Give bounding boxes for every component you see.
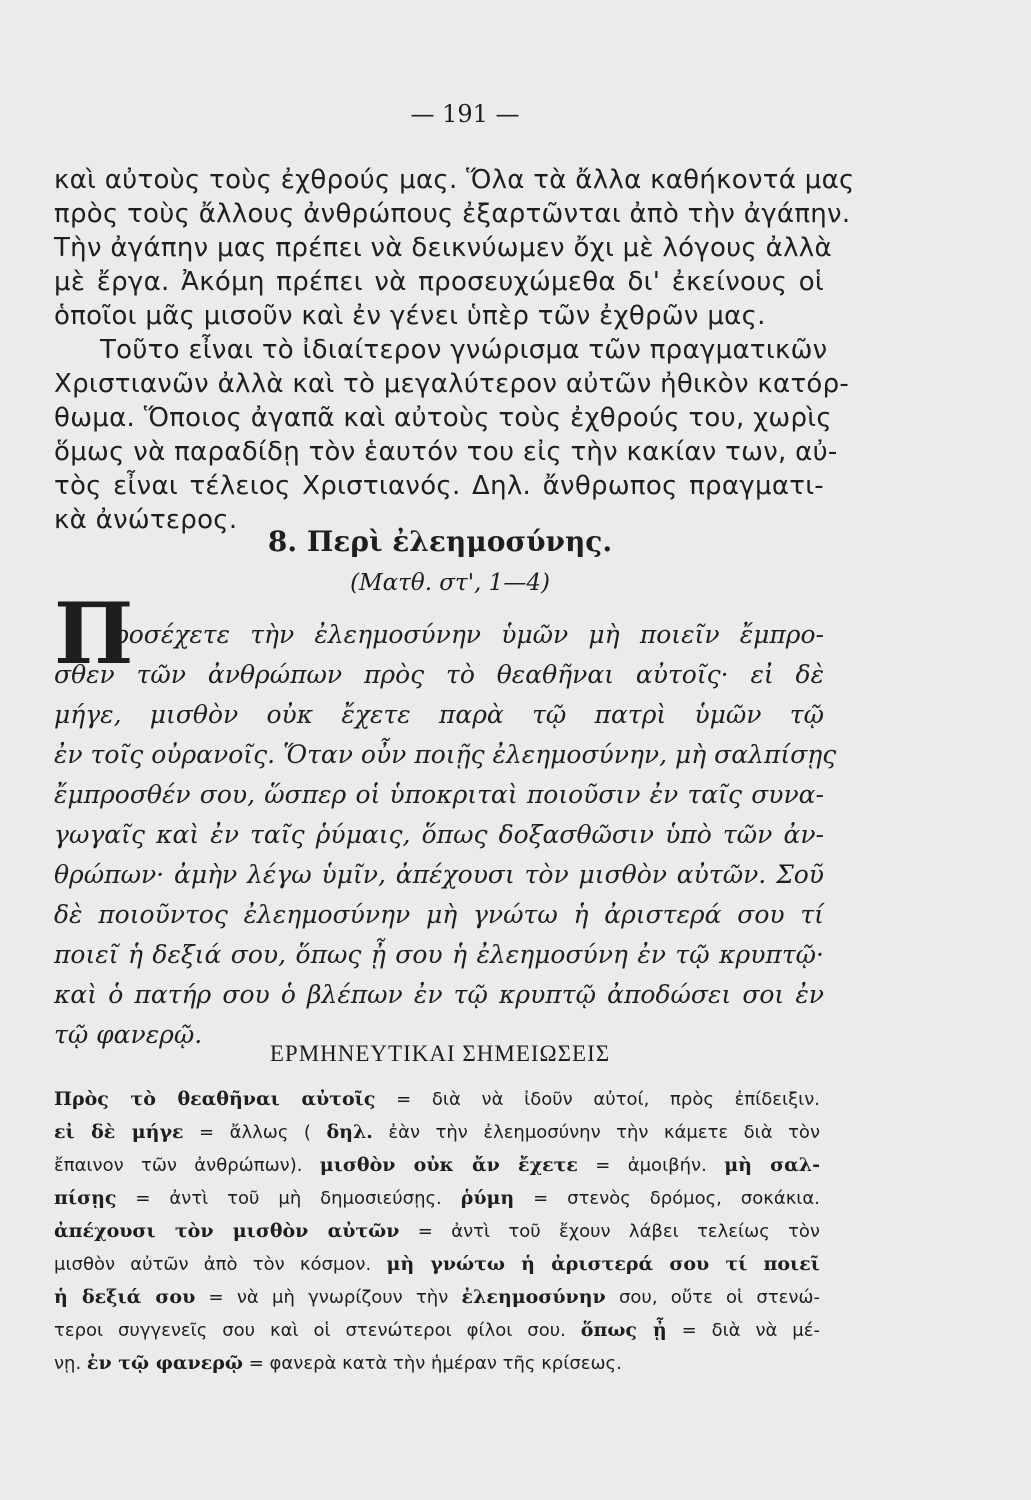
notes-title: ΕΡΜΗΝΕΥΤΙΚΑΙ ΣΗΜΕΙΩΣΕΙΣ [269, 1041, 611, 1066]
note-line [54, 1220, 820, 1242]
note-gloss: = νὰ μὴ γνωρίζουν τὴν [195, 1287, 462, 1308]
note-term: ἐν τῷ φανερῷ [86, 1352, 244, 1374]
scripture-line: ἐν τοῖς οὐρανοῖς. Ὅταν οὖν ποιῇς ἐλεημοσύνην, μὴ σαλπίσῃς [54, 740, 837, 769]
note-line [54, 1286, 820, 1308]
note-gloss: = στενὸς δρόμος, σοκάκια. [514, 1188, 820, 1209]
note-line [54, 1187, 820, 1209]
section-heading: 8. Περὶ ἐλεημοσύνης. [267, 525, 613, 558]
note-gloss: μισθὸν αὐτῶν ἀπὸ τὸν κόσμον. [54, 1254, 387, 1275]
body-line: Τοῦτο εἶναι τὸ ἰδιαίτερον γνώρισμα τῶν πραγματικῶν [100, 335, 828, 365]
note-gloss: = ἄλλως ( [183, 1122, 327, 1143]
note-line [54, 1121, 820, 1143]
note-line [54, 1319, 820, 1341]
body-line: μὲ ἔργα. Ἀκόμη πρέπει νὰ προσευχώμεθα δι' ἐκείνους οἱ [54, 267, 824, 297]
body-line: Τὴν ἀγάπην μας πρέπει νὰ δεικνύωμεν ὄχι μὲ λόγους ἀλλὰ [54, 233, 832, 263]
note-gloss: ἐὰν τὴν ἐλεημοσύνην τὴν κάμετε διὰ τὸν [372, 1122, 820, 1143]
body-line: ὁποῖοι μᾶς μισοῦν καὶ ἐν γένει ὑπὲρ τῶν ἐχθρῶν μας. [54, 301, 766, 331]
note-gloss: = ἀμοιβήν. [577, 1155, 725, 1176]
note-term: ἀπέχουσι τὸν μισθὸν αὐτῶν [54, 1220, 400, 1242]
scripture-line: καὶ ὁ πατήρ σου ὁ βλέπων ἐν τῷ κρυπτῷ ἀποδώσει σοι ἐν [54, 980, 824, 1009]
note-gloss: = ἀντὶ τοῦ ἔχουν λάβει τελείως τὸν [399, 1221, 820, 1242]
scripture-line: ροσέχετε τὴν ἐλεημοσύνην ὑμῶν μὴ ποιεῖν ἔμπρο- [114, 620, 824, 649]
scripture-line: σθεν τῶν ἀνθρώπων πρὸς τὸ θεαθῆναι αὐτοῖς· εἰ δὲ [54, 660, 824, 689]
scripture-line: μήγε, μισθὸν οὐκ ἔχετε παρὰ τῷ πατρὶ ὑμῶν τῷ [54, 700, 824, 729]
note-gloss: νῃ. [54, 1353, 87, 1374]
note-term: ἡ δεξιά σου [54, 1286, 196, 1308]
body-line: ὅμως νὰ παραδίδῃ τὸν ἑαυτόν του εἰς τὴν κακίαν των, αὐ- [54, 437, 838, 467]
note-gloss: τεροι συγγενεῖς σου καὶ οἱ στενώτεροι φίλοι σου. [54, 1320, 581, 1341]
note-gloss: = φανερὰ κατὰ τὴν ἡμέραν τῆς κρίσεως. [243, 1353, 622, 1374]
note-line [54, 1253, 820, 1275]
body-line: τὸς εἶναι τέλειος Χριστιανός. Δηλ. ἄνθρωπος πραγματι- [54, 471, 824, 501]
page-number: — 191 — [410, 100, 520, 128]
note-term: πίσῃς [54, 1187, 117, 1209]
note-gloss: = διὰ νὰ ἰδοῦν αὐτοί, πρὸς ἐπίδειξιν. [375, 1089, 820, 1110]
scripture-line: ἔμπροσθέν σου, ὥσπερ οἱ ὑποκριταὶ ποιοῦσιν ἐν ταῖς συνα- [54, 780, 824, 809]
scripture-line: δὲ ποιοῦντος ἐλεημοσύνην μὴ γνώτω ἡ ἀριστερά σου τί [54, 900, 824, 929]
note-gloss: σου, οὔτε οἱ στενώ- [605, 1287, 821, 1308]
note-gloss: ἔπαινον τῶν ἀνθρώπων). [54, 1155, 320, 1176]
note-term: μὴ σαλ- [724, 1154, 820, 1176]
note-term: δηλ. [326, 1121, 373, 1143]
scripture-line: γωγαῖς καὶ ἐν ταῖς ῥύμαις, ὅπως δοξασθῶσιν ὑπὸ τῶν ἀν- [54, 820, 824, 849]
body-line: θωμα. Ὅποιος ἀγαπᾶ καὶ αὐτοὺς τοὺς ἐχθρούς του, χωρὶς [54, 403, 832, 433]
note-term: μὴ γνώτω ἡ ἀριστερά σου τί ποιεῖ [386, 1253, 820, 1275]
note-term: μισθὸν οὐκ ἄν ἔχετε [319, 1154, 578, 1176]
note-line [54, 1088, 820, 1110]
note-gloss: = ἀντὶ τοῦ μὴ δημοσιεύσῃς. [116, 1188, 461, 1209]
body-line: καὶ αὐτοὺς τοὺς ἐχθρούς μας. Ὅλα τὰ ἄλλα καθήκοντά μας [54, 165, 855, 195]
body-line: κὰ ἀνώτερος. [54, 505, 238, 535]
note-term: Πρὸς τὸ θεαθῆναι αὐτοῖς [54, 1088, 376, 1110]
note-gloss: = διὰ νὰ μέ- [666, 1320, 820, 1341]
note-term: εἰ δὲ μήγε [54, 1121, 184, 1143]
note-line [54, 1154, 820, 1176]
body-line: πρὸς τοὺς ἄλλους ἀνθρώπους ἐξαρτῶνται ἀπὸ τὴν ἀγάπην. [54, 199, 851, 229]
note-term: ῥύμη [460, 1187, 515, 1209]
body-line: Χριστιανῶν ἀλλὰ καὶ τὸ μεγαλύτερον αὐτῶν ἠθικὸν κατόρ- [54, 369, 850, 399]
note-term: ἐλεημοσύνην [461, 1286, 606, 1308]
scripture-line: θρώπων· ἀμὴν λέγω ὑμῖν, ἀπέχουσι τὸν μισθὸν αὐτῶν. Σοῦ [54, 860, 824, 889]
scripture-line: ποιεῖ ἡ δεξιά σου, ὅπως ᾖ σου ἡ ἐλεημοσύνη ἐν τῷ κρυπτῷ· [54, 940, 824, 969]
scripture-reference: (Ματθ. στ', 1—4) [350, 570, 550, 596]
scripture-line: τῷ φανερῷ. [54, 1020, 203, 1049]
drop-cap: Π [54, 584, 134, 683]
note-term: ὅπως ᾖ [580, 1319, 667, 1341]
note-line [54, 1352, 820, 1374]
